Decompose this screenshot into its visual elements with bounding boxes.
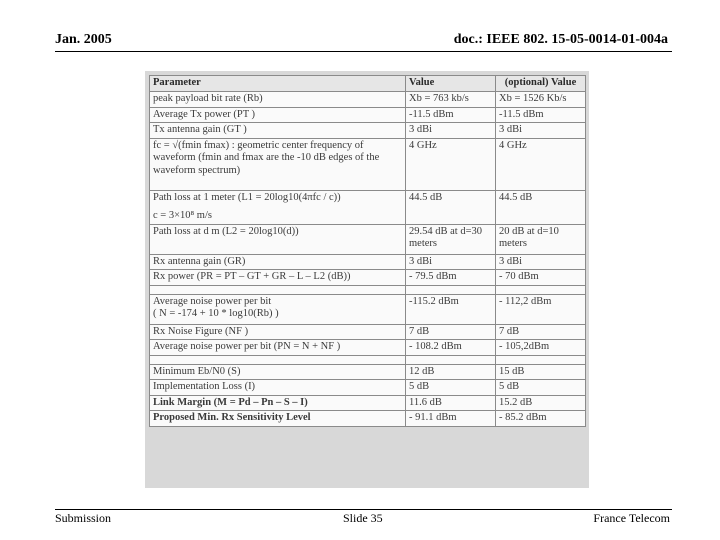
row-value: 3 dBi (406, 123, 496, 139)
row-value: -115.2 dBm (406, 294, 496, 324)
table-row (150, 224, 586, 254)
row-optional-value: Xb = 1526 Kb/s (496, 92, 586, 108)
footer-slide-number: Slide 35 (343, 511, 383, 525)
row-optional-value: 44.5 dB (496, 190, 586, 224)
row-optional-value: -11.5 dBm (496, 107, 586, 123)
row-param: Path loss at d m (L2 = 20log10(d)) (150, 224, 406, 254)
header-doc-id: doc.: IEEE 802. 15-05-0014-01-004a (453, 32, 668, 47)
row-optional-value: - 112,2 dBm (496, 294, 586, 324)
row-optional-value: 3 dBi (496, 123, 586, 139)
row-param: Average noise power per bit (PN = N + NF ) (150, 340, 406, 356)
row-value: - 79.5 dBm (406, 270, 496, 286)
table-row (150, 395, 586, 411)
table-row (150, 92, 586, 108)
row-param: peak payload bit rate (Rb) (150, 92, 406, 108)
table-row (150, 340, 586, 356)
parameter-table-image (145, 71, 589, 488)
row-optional-value: 7 dB (496, 324, 586, 340)
table-row (150, 254, 586, 270)
row-param: Rx power (PR = PT – GT + GR – L – L2 (dB)) (150, 270, 406, 286)
header-rule (55, 51, 672, 52)
row-param: Path loss at 1 meter (L1 = 20log10(4πfc / c)) (153, 191, 341, 203)
col-header-parameter: Parameter (150, 76, 406, 92)
row-optional-value: 4 GHz (496, 138, 586, 190)
row-optional-value: 15 dB (496, 364, 586, 380)
row-value: 11.6 dB (406, 395, 496, 411)
table-header-row (150, 76, 586, 92)
row-optional-value: 3 dBi (496, 254, 586, 270)
row-value: Xb = 763 kb/s (406, 92, 496, 108)
row-param: Link Margin (M = Pd – Pn – S – I) (150, 395, 406, 411)
row-param: Proposed Min. Rx Sensitivity Level (150, 411, 406, 427)
row-param-note: c = 3×10⁸ m/s (153, 210, 212, 221)
row-value: -11.5 dBm (406, 107, 496, 123)
row-param: Tx antenna gain (GT ) (150, 123, 406, 139)
row-param: Rx Noise Figure (NF ) (150, 324, 406, 340)
col-header-value: Value (406, 76, 496, 92)
col-header-optional-value: (optional) Value (496, 76, 586, 92)
row-param: fc = √(fmin fmax) : geometric center frequency of waveform (fmin and fmax are the -10 dB edges of the waveform spectrum) (150, 138, 406, 190)
row-value: 3 dBi (406, 254, 496, 270)
row-value: 4 GHz (406, 138, 496, 190)
row-value: 44.5 dB (406, 190, 496, 224)
table-row (150, 411, 586, 427)
table-row (150, 138, 586, 190)
row-param: Rx antenna gain (GR) (150, 254, 406, 270)
footer-submission: Submission (55, 511, 112, 525)
link-budget-table (149, 75, 586, 427)
header-date: Jan. 2005 (55, 32, 112, 47)
row-param: Average noise power per bit (153, 295, 272, 307)
row-value: 29.54 dB at d=30 meters (406, 224, 496, 254)
row-value: 7 dB (406, 324, 496, 340)
table-row (150, 324, 586, 340)
row-param: Implementation Loss (I) (150, 380, 406, 396)
table-row (150, 123, 586, 139)
table-row (150, 380, 586, 396)
table-row (150, 364, 586, 380)
row-param: Average Tx power (PT ) (150, 107, 406, 123)
row-value: 12 dB (406, 364, 496, 380)
row-optional-value: 15.2 dB (496, 395, 586, 411)
row-param-note: ( N = -174 + 10 * log10(Rb) ) (153, 308, 279, 319)
row-value: - 91.1 dBm (406, 411, 496, 427)
table-row (150, 190, 586, 224)
row-optional-value: - 85.2 dBm (496, 411, 586, 427)
row-param-cell (150, 294, 406, 324)
row-value: 5 dB (406, 380, 496, 396)
row-optional-value: - 105,2dBm (496, 340, 586, 356)
table-row (150, 294, 586, 324)
row-optional-value: 5 dB (496, 380, 586, 396)
footer-organization: France Telecom (593, 511, 670, 525)
row-optional-value: 20 dB at d=10 meters (496, 224, 586, 254)
table-spacer (150, 355, 586, 364)
row-value: - 108.2 dBm (406, 340, 496, 356)
row-param-cell (150, 190, 406, 224)
row-optional-value: - 70 dBm (496, 270, 586, 286)
row-param: Minimum Eb/N0 (S) (150, 364, 406, 380)
table-row (150, 270, 586, 286)
table-row (150, 107, 586, 123)
table-spacer (150, 285, 586, 294)
footer-rule (55, 509, 672, 510)
